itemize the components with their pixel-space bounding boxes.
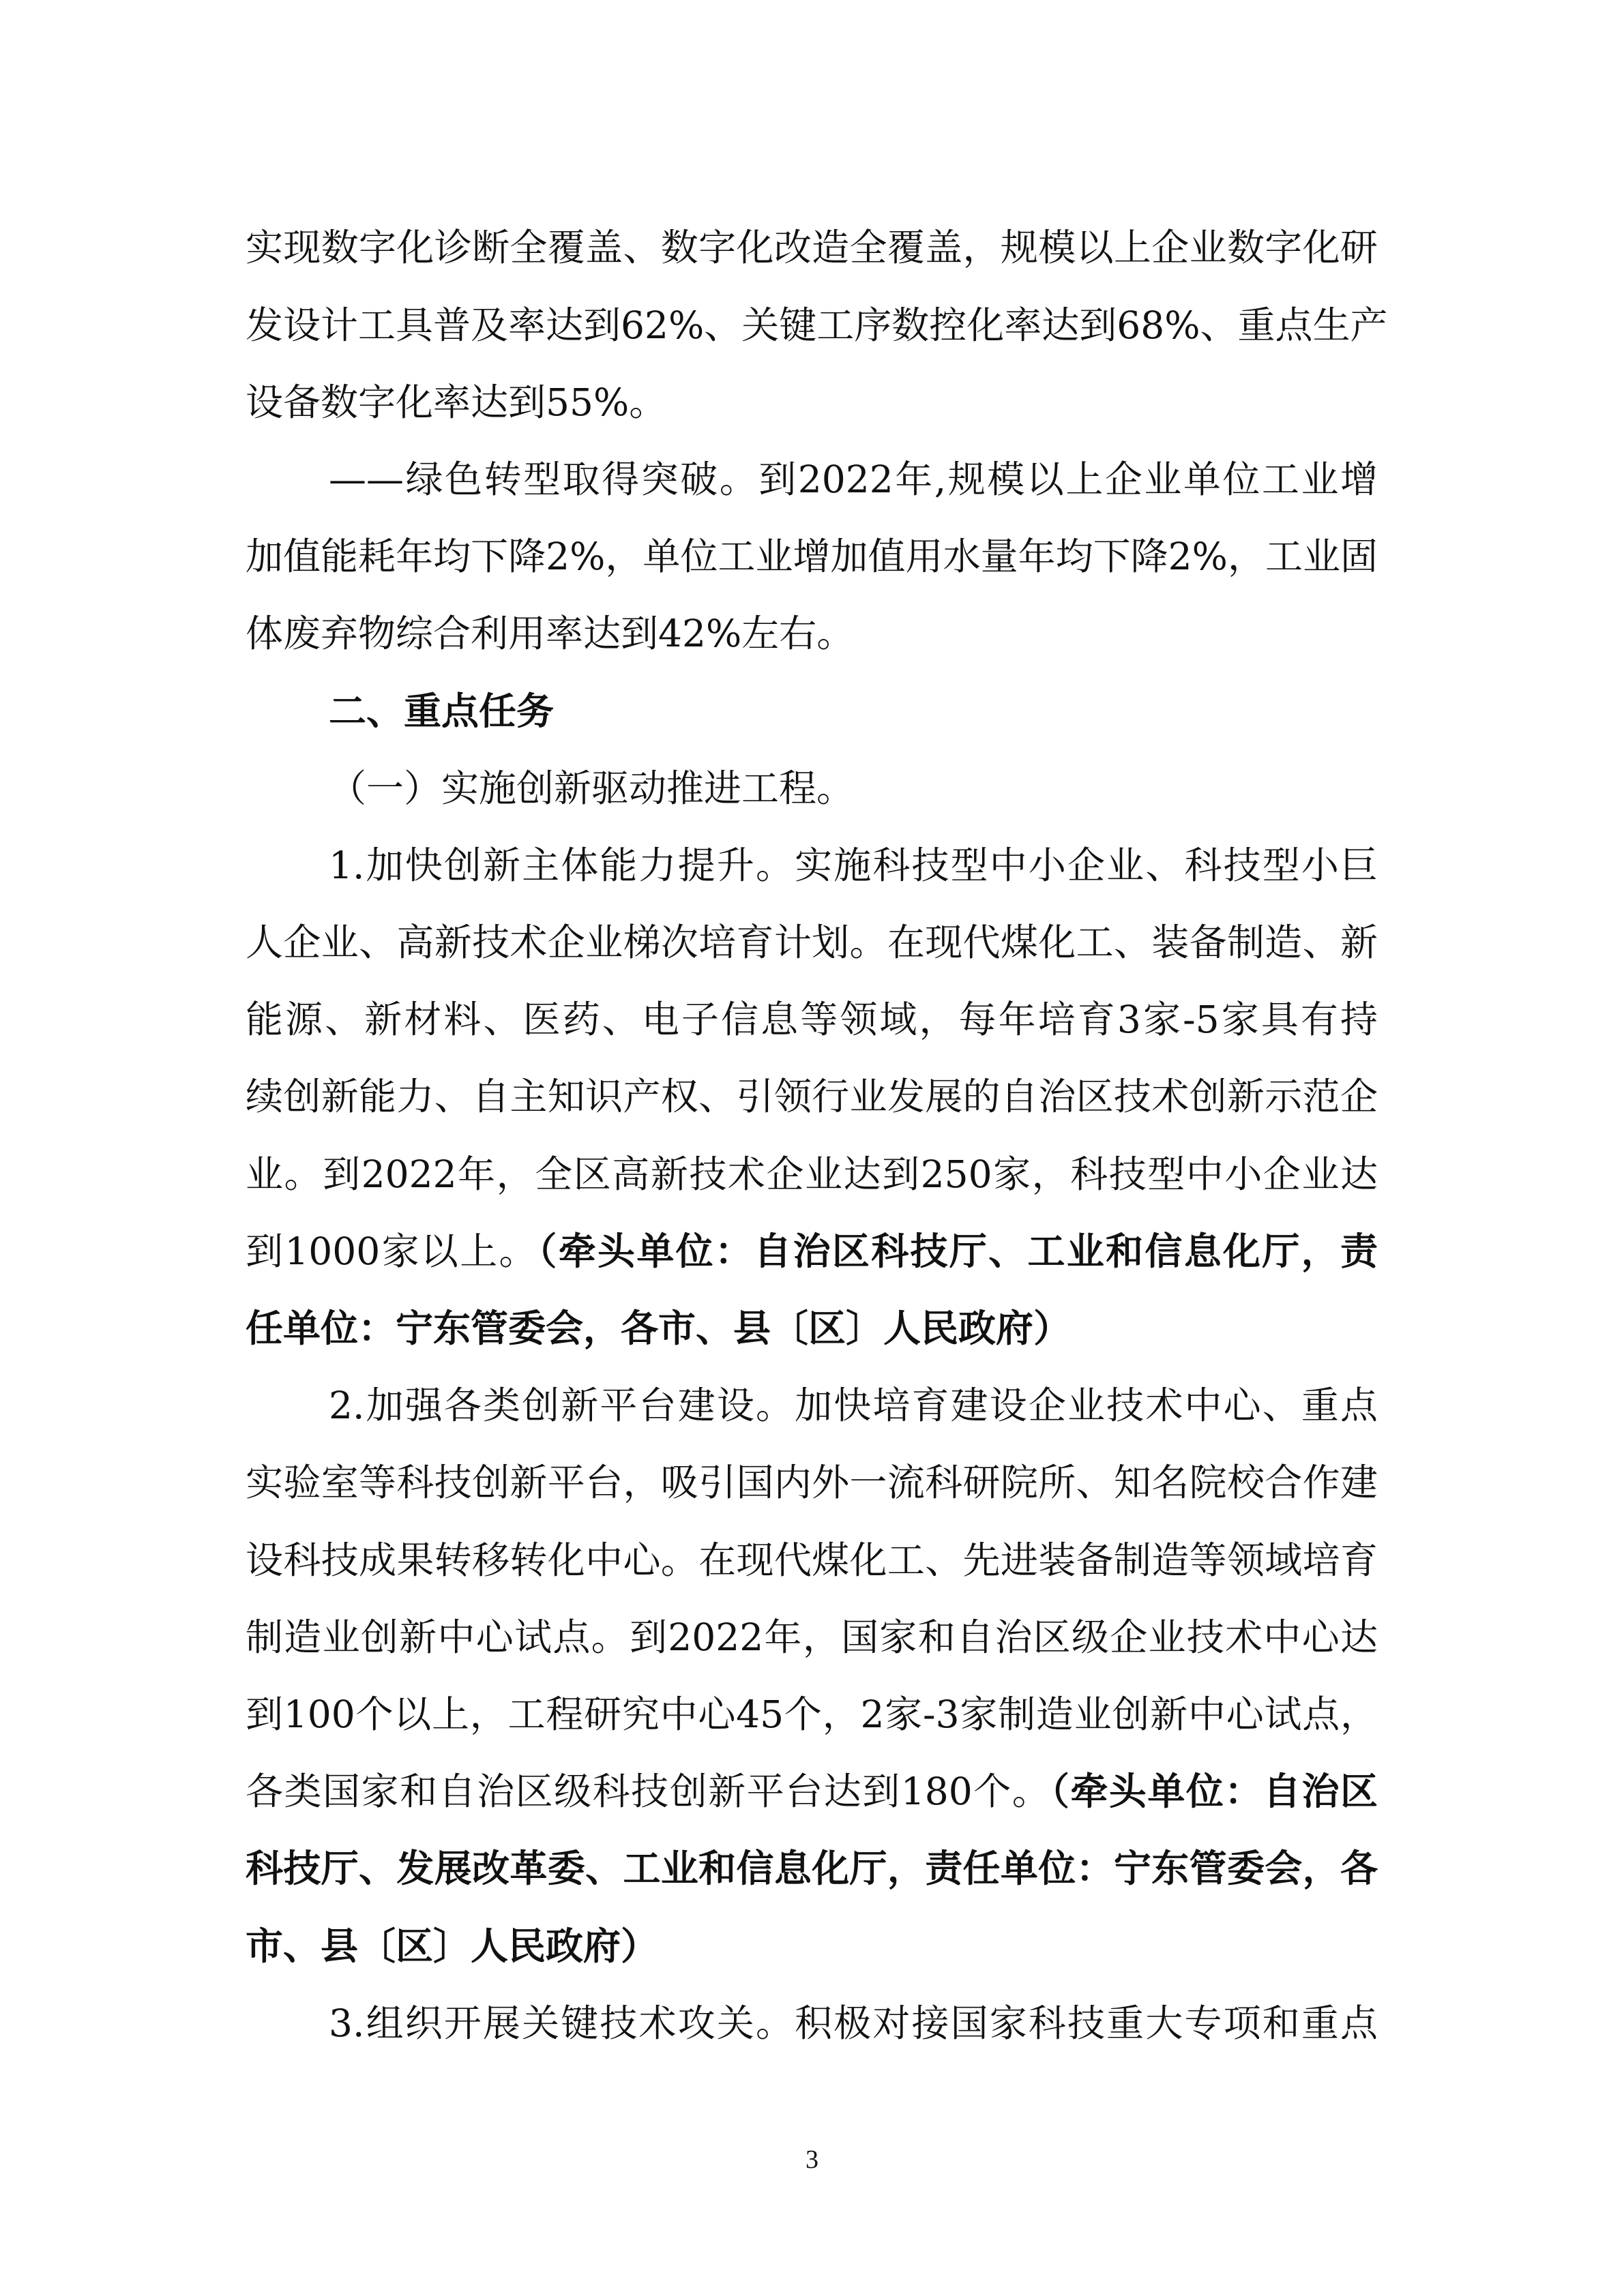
item3-line-1: 3.组织开展关键技术攻关。积极对接国家科技重大专项和重点 [329,2001,1378,2045]
item2-line-5: 到100个以上，工程研究中心45个，2家-3家制造业创新中心试点， [246,1693,1378,1736]
p2-line-2: 加值能耗年均下降2%，单位工业增加值用水量年均下降2%，工业固 [246,535,1378,578]
item1-lead-unit: （牵头单位：自治区科技厅、工业和信息化厅，责 [537,1229,1378,1273]
item2-line-3: 设科技成果转移转化中心。在现代煤化工、先进装备制造等领域培育 [246,1538,1378,1582]
item2-line-7: 科技厅、发展改革委、工业和信息化厅，责任单位：宁东管委会，各 [246,1846,1378,1890]
item1-line-4: 续创新能力、自主知识产权、引领行业发展的自治区技术创新示范企 [246,1075,1378,1118]
item1-line-3: 能源、新材料、医药、电子信息等领域，每年培育3家-5家具有持 [246,998,1378,1041]
item1-line-1: 1.加快创新主体能力提升。实施科技型中小企业、科技型小巨 [329,844,1378,887]
item2-lead-unit: （牵头单位：自治区 [1050,1769,1378,1813]
item1-line-2: 人企业、高新技术企业梯次培育计划。在现代煤化工、装备制造、新 [246,921,1378,964]
subsection-heading: （一）实施创新驱动推进工程。 [329,766,855,810]
p2-line-3: 体废弃物综合利用率达到42%左右。 [246,612,855,655]
item1-line-6-text: 到1000家以上。 [246,1229,538,1273]
p1-line-3: 设备数字化率达到55%。 [246,381,667,424]
page-number: 3 [806,2145,818,2174]
item1-line-6 [246,1224,1378,1279]
item1-responsible-unit: 任单位：宁东管委会，各市、县〔区〕人民政府） [246,1306,1072,1350]
section-heading: 二、重点任务 [329,689,555,733]
p1-line-1: 实现数字化诊断全覆盖、数字化改造全覆盖，规模以上企业数字化研 [246,226,1378,269]
p2-line-1: ——绿色转型取得突破。到2022年,规模以上企业单位工业增 [329,458,1378,501]
item2-line-1: 2.加强各类创新平台建设。加快培育建设企业技术中心、重点 [329,1384,1378,1427]
item2-line-4: 制造业创新中心试点。到2022年，国家和自治区级企业技术中心达 [246,1615,1378,1659]
item1-line-5: 业。到2022年，全区高新技术企业达到250家，科技型中小企业达 [246,1152,1378,1196]
item2-line-6 [246,1764,1378,1819]
p1-line-2: 发设计工具普及率达到62%、关键工序数控化率达到68%、重点生产 [246,303,1388,347]
item2-line-6-text: 各类国家和自治区级科技创新平台达到180个。 [246,1770,1051,1813]
item2-line-2: 实验室等科技创新平台，吸引国内外一流科研院所、知名院校合作建 [246,1461,1378,1504]
item2-line-8: 市、县〔区〕人民政府） [246,1924,659,1968]
